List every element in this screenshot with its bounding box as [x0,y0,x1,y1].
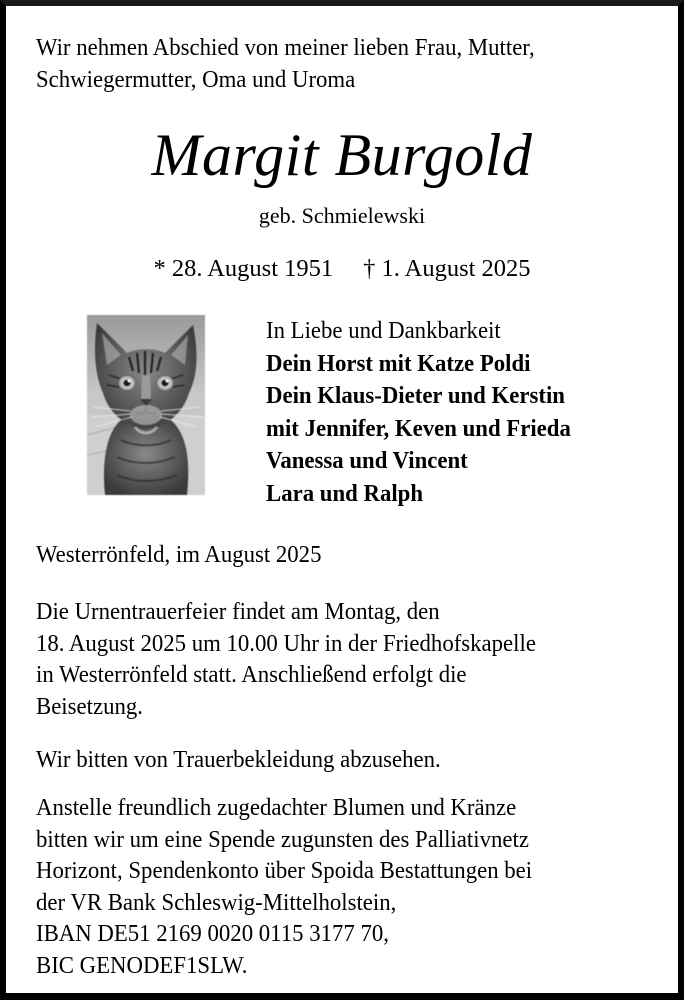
ceremony-line: in Westerrönfeld statt. Anschließend erfolgt die [36,661,467,688]
family-member: Lara und Ralph [266,479,424,507]
family-member: Dein Klaus-Dieter und Kerstin [266,382,565,409]
bic: BIC GENODEF1SLW. [36,951,248,979]
deceased-name: Margit Burgold [151,122,533,188]
ceremony-line: Die Urnentrauerfeier findet am Montag, den [36,598,440,625]
family-member: mit Jennifer, Keven und Frieda [266,414,571,442]
intro-line: Wir nehmen Abschied von meiner lieben Frau, Mutter, [36,34,535,61]
family-member: Vanessa und Vincent [266,447,468,474]
donation-line: der VR Bank Schleswig-Mittelholstein, [36,888,397,916]
ceremony-text [36,596,536,722]
cat-photo [87,315,205,495]
family-signatures [266,315,571,510]
intro-line: Schwiegermutter, Oma und Uroma [36,65,356,93]
birth-date: * 28. August 1951 [153,255,334,282]
dress-note: Wir bitten von Trauerbekleidung abzusehen. [36,746,441,773]
life-dates [6,254,678,284]
donation-text [36,792,532,981]
maiden-name: geb. Schmielewski [258,203,426,228]
place-date: Westerrönfeld, im August 2025 [36,541,322,568]
donation-line: bitten wir um eine Spende zugunsten des Palliativnetz [36,825,529,853]
donation-line: Anstelle freundlich zugedachter Blumen und Kränze [36,794,517,821]
family-member: Dein Horst mit Katze Poldi [266,349,531,377]
ceremony-line: Beisetzung. [36,692,143,720]
cat-icon [87,315,205,495]
ceremony-line: 18. August 2025 um 10.00 Uhr in der Friedhofskapelle [36,629,536,657]
death-date: † 1. August 2025 [363,255,531,282]
family-intro: In Liebe und Dankbarkeit [266,317,501,344]
iban: IBAN DE51 2169 0020 0115 3177 70, [36,920,389,947]
intro-text [36,32,535,95]
donation-line: Horizont, Spendenkonto über Spoida Bestattungen bei [36,857,533,884]
